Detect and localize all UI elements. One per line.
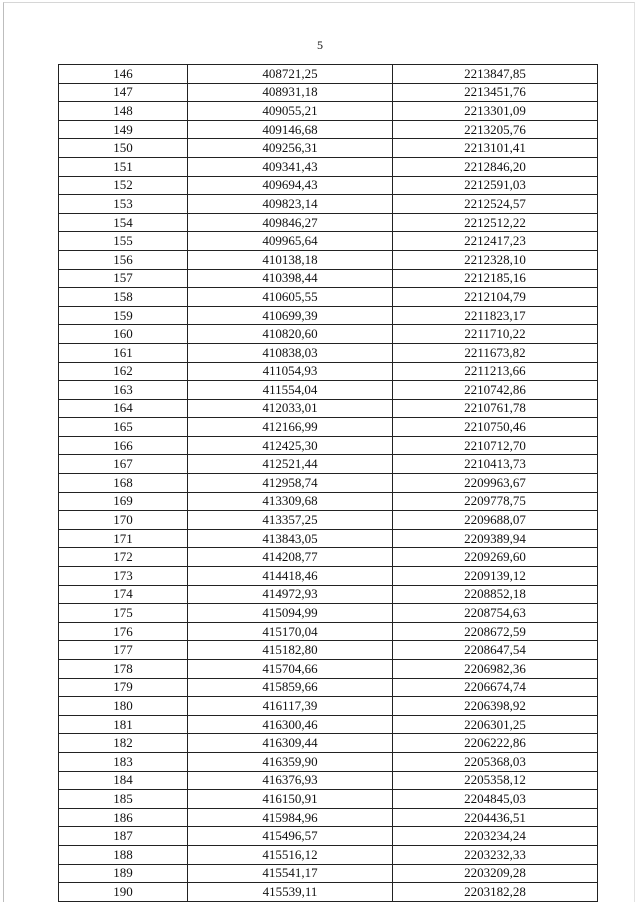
table-row <box>59 83 598 102</box>
point-number-cell: 166 <box>59 436 188 455</box>
x-coordinate-cell: 414972,93 <box>188 585 393 604</box>
point-number-cell: 168 <box>59 474 188 493</box>
y-coordinate-cell: 2212417,23 <box>393 232 598 251</box>
y-coordinate-cell: 2204436,51 <box>393 808 598 827</box>
y-coordinate-cell: 2210413,73 <box>393 455 598 474</box>
point-number-cell: 153 <box>59 195 188 214</box>
x-coordinate-cell: 409823,14 <box>188 195 393 214</box>
y-coordinate-cell: 2211823,17 <box>393 306 598 325</box>
x-coordinate-cell: 408721,25 <box>188 65 393 84</box>
y-coordinate-cell: 2205358,12 <box>393 771 598 790</box>
x-coordinate-cell: 410398,44 <box>188 269 393 288</box>
table-row <box>59 678 598 697</box>
x-coordinate-cell: 409146,68 <box>188 120 393 139</box>
x-coordinate-cell: 412425,30 <box>188 436 393 455</box>
point-number-cell: 164 <box>59 399 188 418</box>
point-number-cell: 157 <box>59 269 188 288</box>
table-row <box>59 734 598 753</box>
table-row <box>59 604 598 623</box>
table-row <box>59 157 598 176</box>
point-number-cell: 173 <box>59 567 188 586</box>
x-coordinate-cell: 409694,43 <box>188 176 393 195</box>
table-row <box>59 325 598 344</box>
x-coordinate-cell: 415496,57 <box>188 827 393 846</box>
table-row <box>59 641 598 660</box>
point-number-cell: 176 <box>59 622 188 641</box>
point-number-cell: 147 <box>59 83 188 102</box>
y-coordinate-cell: 2211213,66 <box>393 362 598 381</box>
table-row <box>59 232 598 251</box>
y-coordinate-cell: 2206674,74 <box>393 678 598 697</box>
y-coordinate-cell: 2209688,07 <box>393 511 598 530</box>
y-coordinate-cell: 2206222,86 <box>393 734 598 753</box>
table-row <box>59 808 598 827</box>
point-number-cell: 148 <box>59 102 188 121</box>
table-row <box>59 250 598 269</box>
coordinates-table-body <box>59 65 598 902</box>
table-row <box>59 883 598 902</box>
y-coordinate-cell: 2210742,86 <box>393 381 598 400</box>
table-row <box>59 362 598 381</box>
table-row <box>59 474 598 493</box>
table-row <box>59 343 598 362</box>
x-coordinate-cell: 410699,39 <box>188 306 393 325</box>
x-coordinate-cell: 415094,99 <box>188 604 393 623</box>
x-coordinate-cell: 415541,17 <box>188 864 393 883</box>
point-number-cell: 160 <box>59 325 188 344</box>
table-row <box>59 492 598 511</box>
point-number-cell: 177 <box>59 641 188 660</box>
point-number-cell: 149 <box>59 120 188 139</box>
table-row <box>59 418 598 437</box>
x-coordinate-cell: 409846,27 <box>188 213 393 232</box>
x-coordinate-cell: 414208,77 <box>188 548 393 567</box>
y-coordinate-cell: 2212512,22 <box>393 213 598 232</box>
y-coordinate-cell: 2208754,63 <box>393 604 598 623</box>
x-coordinate-cell: 413357,25 <box>188 511 393 530</box>
point-number-cell: 180 <box>59 697 188 716</box>
x-coordinate-cell: 412166,99 <box>188 418 393 437</box>
point-number-cell: 150 <box>59 139 188 158</box>
y-coordinate-cell: 2212524,57 <box>393 195 598 214</box>
x-coordinate-cell: 415704,66 <box>188 660 393 679</box>
x-coordinate-cell: 411054,93 <box>188 362 393 381</box>
table-row <box>59 715 598 734</box>
point-number-cell: 167 <box>59 455 188 474</box>
y-coordinate-cell: 2206398,92 <box>393 697 598 716</box>
table-row <box>59 585 598 604</box>
point-number-cell: 188 <box>59 845 188 864</box>
point-number-cell: 163 <box>59 381 188 400</box>
table-row <box>59 697 598 716</box>
table-row <box>59 752 598 771</box>
point-number-cell: 155 <box>59 232 188 251</box>
x-coordinate-cell: 412521,44 <box>188 455 393 474</box>
x-coordinate-cell: 414418,46 <box>188 567 393 586</box>
y-coordinate-cell: 2213847,85 <box>393 65 598 84</box>
point-number-cell: 179 <box>59 678 188 697</box>
table-row <box>59 288 598 307</box>
table-row <box>59 622 598 641</box>
point-number-cell: 162 <box>59 362 188 381</box>
x-coordinate-cell: 415170,04 <box>188 622 393 641</box>
point-number-cell: 189 <box>59 864 188 883</box>
point-number-cell: 171 <box>59 529 188 548</box>
point-number-cell: 170 <box>59 511 188 530</box>
coordinates-table <box>58 64 598 902</box>
point-number-cell: 172 <box>59 548 188 567</box>
point-number-cell: 187 <box>59 827 188 846</box>
point-number-cell: 169 <box>59 492 188 511</box>
y-coordinate-cell: 2209778,75 <box>393 492 598 511</box>
table-row <box>59 176 598 195</box>
x-coordinate-cell: 416376,93 <box>188 771 393 790</box>
y-coordinate-cell: 2204845,03 <box>393 790 598 809</box>
table-row <box>59 660 598 679</box>
y-coordinate-cell: 2208852,18 <box>393 585 598 604</box>
point-number-cell: 161 <box>59 343 188 362</box>
x-coordinate-cell: 413309,68 <box>188 492 393 511</box>
x-coordinate-cell: 411554,04 <box>188 381 393 400</box>
x-coordinate-cell: 412033,01 <box>188 399 393 418</box>
x-coordinate-cell: 410838,03 <box>188 343 393 362</box>
y-coordinate-cell: 2208647,54 <box>393 641 598 660</box>
y-coordinate-cell: 2210750,46 <box>393 418 598 437</box>
point-number-cell: 181 <box>59 715 188 734</box>
x-coordinate-cell: 412958,74 <box>188 474 393 493</box>
point-number-cell: 152 <box>59 176 188 195</box>
x-coordinate-cell: 409256,31 <box>188 139 393 158</box>
y-coordinate-cell: 2209269,60 <box>393 548 598 567</box>
table-row <box>59 269 598 288</box>
point-number-cell: 178 <box>59 660 188 679</box>
y-coordinate-cell: 2208672,59 <box>393 622 598 641</box>
table-row <box>59 399 598 418</box>
table-row <box>59 381 598 400</box>
point-number-cell: 182 <box>59 734 188 753</box>
table-row <box>59 120 598 139</box>
x-coordinate-cell: 416300,46 <box>188 715 393 734</box>
x-coordinate-cell: 415539,11 <box>188 883 393 902</box>
y-coordinate-cell: 2211710,22 <box>393 325 598 344</box>
table-row <box>59 102 598 121</box>
x-coordinate-cell: 416359,90 <box>188 752 393 771</box>
point-number-cell: 159 <box>59 306 188 325</box>
x-coordinate-cell: 415984,96 <box>188 808 393 827</box>
table-row <box>59 306 598 325</box>
table-row <box>59 548 598 567</box>
point-number-cell: 156 <box>59 250 188 269</box>
y-coordinate-cell: 2213101,41 <box>393 139 598 158</box>
table-row <box>59 529 598 548</box>
x-coordinate-cell: 416309,44 <box>188 734 393 753</box>
point-number-cell: 146 <box>59 65 188 84</box>
y-coordinate-cell: 2212591,03 <box>393 176 598 195</box>
point-number-cell: 185 <box>59 790 188 809</box>
table-row <box>59 139 598 158</box>
point-number-cell: 184 <box>59 771 188 790</box>
y-coordinate-cell: 2212846,20 <box>393 157 598 176</box>
y-coordinate-cell: 2203232,33 <box>393 845 598 864</box>
x-coordinate-cell: 409965,64 <box>188 232 393 251</box>
table-row <box>59 771 598 790</box>
point-number-cell: 158 <box>59 288 188 307</box>
table-row <box>59 65 598 84</box>
y-coordinate-cell: 2203209,28 <box>393 864 598 883</box>
x-coordinate-cell: 416117,39 <box>188 697 393 716</box>
y-coordinate-cell: 2213451,76 <box>393 83 598 102</box>
y-coordinate-cell: 2203182,28 <box>393 883 598 902</box>
x-coordinate-cell: 410605,55 <box>188 288 393 307</box>
table-row <box>59 511 598 530</box>
x-coordinate-cell: 409341,43 <box>188 157 393 176</box>
y-coordinate-cell: 2212185,16 <box>393 269 598 288</box>
y-coordinate-cell: 2213205,76 <box>393 120 598 139</box>
table-row <box>59 195 598 214</box>
x-coordinate-cell: 409055,21 <box>188 102 393 121</box>
y-coordinate-cell: 2206982,36 <box>393 660 598 679</box>
table-row <box>59 845 598 864</box>
y-coordinate-cell: 2211673,82 <box>393 343 598 362</box>
table-row <box>59 567 598 586</box>
y-coordinate-cell: 2206301,25 <box>393 715 598 734</box>
page-number: 5 <box>317 38 323 52</box>
table-row <box>59 213 598 232</box>
table-row <box>59 436 598 455</box>
y-coordinate-cell: 2209389,94 <box>393 529 598 548</box>
table-row <box>59 864 598 883</box>
x-coordinate-cell: 415516,12 <box>188 845 393 864</box>
x-coordinate-cell: 410138,18 <box>188 250 393 269</box>
y-coordinate-cell: 2210761,78 <box>393 399 598 418</box>
x-coordinate-cell: 415182,80 <box>188 641 393 660</box>
point-number-cell: 151 <box>59 157 188 176</box>
y-coordinate-cell: 2212328,10 <box>393 250 598 269</box>
table-row <box>59 790 598 809</box>
y-coordinate-cell: 2210712,70 <box>393 436 598 455</box>
x-coordinate-cell: 413843,05 <box>188 529 393 548</box>
y-coordinate-cell: 2205368,03 <box>393 752 598 771</box>
point-number-cell: 186 <box>59 808 188 827</box>
x-coordinate-cell: 416150,91 <box>188 790 393 809</box>
point-number-cell: 174 <box>59 585 188 604</box>
y-coordinate-cell: 2213301,09 <box>393 102 598 121</box>
x-coordinate-cell: 410820,60 <box>188 325 393 344</box>
x-coordinate-cell: 415859,66 <box>188 678 393 697</box>
y-coordinate-cell: 2209963,67 <box>393 474 598 493</box>
point-number-cell: 183 <box>59 752 188 771</box>
table-row <box>59 827 598 846</box>
point-number-cell: 165 <box>59 418 188 437</box>
point-number-cell: 154 <box>59 213 188 232</box>
x-coordinate-cell: 408931,18 <box>188 83 393 102</box>
y-coordinate-cell: 2212104,79 <box>393 288 598 307</box>
y-coordinate-cell: 2209139,12 <box>393 567 598 586</box>
point-number-cell: 175 <box>59 604 188 623</box>
point-number-cell: 190 <box>59 883 188 902</box>
y-coordinate-cell: 2203234,24 <box>393 827 598 846</box>
table-row <box>59 455 598 474</box>
